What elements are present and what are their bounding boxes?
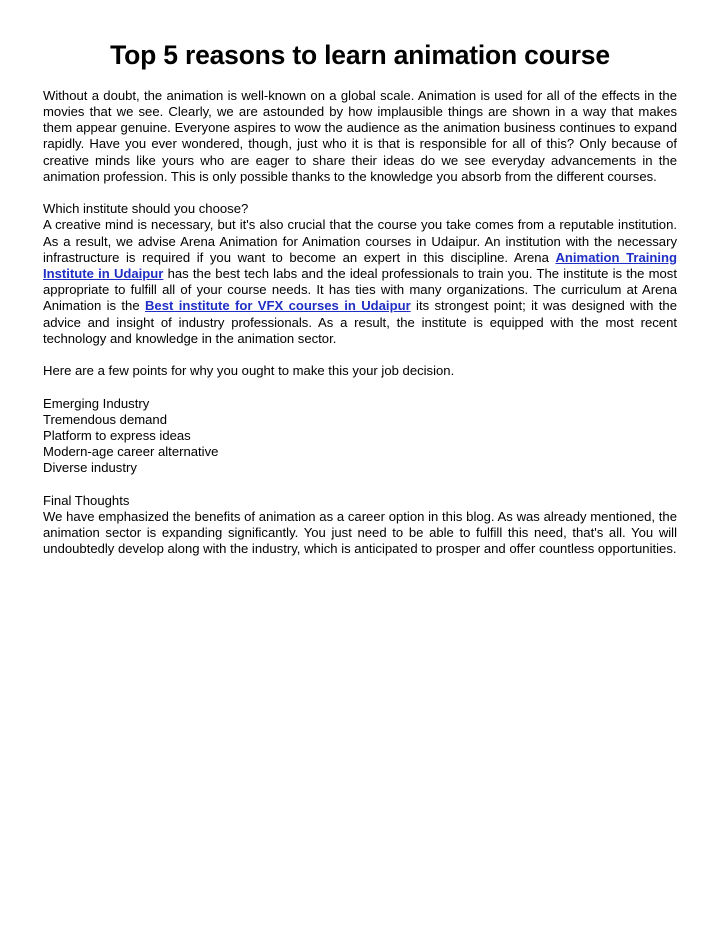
paragraph-gap [43, 379, 677, 395]
institute-text-1: A creative mind is necessary, but it's also crucial that the course you take comes from a reputable institution. As a result, we advise Arena Animation for Animation courses in Udaipur. An institution with the necessary infrastructure is required if you want to become an expert in this discipline. Arena [43, 217, 677, 265]
paragraph-gap [43, 477, 677, 493]
institute-paragraph [43, 217, 677, 347]
institute-text-3: its strongest point; it was designed with the advice and insight of industry professionals. As a result, the institute is equipped with the most recent technology and knowledge in the animation sector. [43, 298, 677, 346]
points-intro: Here are a few points for why you ought to make this your job decision. [43, 363, 455, 379]
intro-paragraph: Without a doubt, the animation is well-known on a global scale. Animation is used for all of the effects in the movies that we see. Clearly, we are astounded by how implausible things are shown in a way that makes them appear genuine. Everyone aspires to wow the audience as the animation business continues to expand rapidly. Have you ever wondered, though, just who it is that is responsible for all of this? Only because of creative minds like yours who are eager to share their ideas do we see everyday advancements in the animation profession. This is only possible thanks to the knowledge you absorb from the different courses. [43, 87, 677, 184]
paragraph-gap [43, 347, 677, 363]
animation-training-institute-link[interactable]: Animation Training Institute in Udaipur [43, 249, 677, 282]
final-heading: Final Thoughts [43, 492, 130, 508]
list-item: Tremendous demand [43, 411, 167, 427]
list-item: Emerging Industry [43, 395, 150, 411]
vfx-courses-link[interactable]: Best institute for VFX courses in Udaipur [144, 298, 411, 314]
list-item: Modern-age career alternative [43, 444, 219, 460]
paragraph-gap [43, 185, 677, 201]
list-item: Diverse industry [43, 460, 137, 476]
page-title: Top 5 reasons to learn animation course [110, 40, 610, 70]
list-item: Platform to express ideas [43, 428, 191, 444]
institute-heading: Which institute should you choose? [43, 201, 249, 217]
institute-text-2: has the best tech labs and the ideal professionals to train you. The institute is the most appropriate to fulfill all of your course needs. It has ties with many organizations. The curriculum at Arena Animation is the [43, 266, 677, 314]
points-list [43, 396, 677, 477]
final-paragraph: We have emphasized the benefits of animation as a career option in this blog. As was already mentioned, the animation sector is expanding significantly. You just need to be able to fulfill this need, that's all. You will undoubtedly develop along with the industry, which is anticipated to prosper and offer countless opportunities. [43, 509, 677, 557]
